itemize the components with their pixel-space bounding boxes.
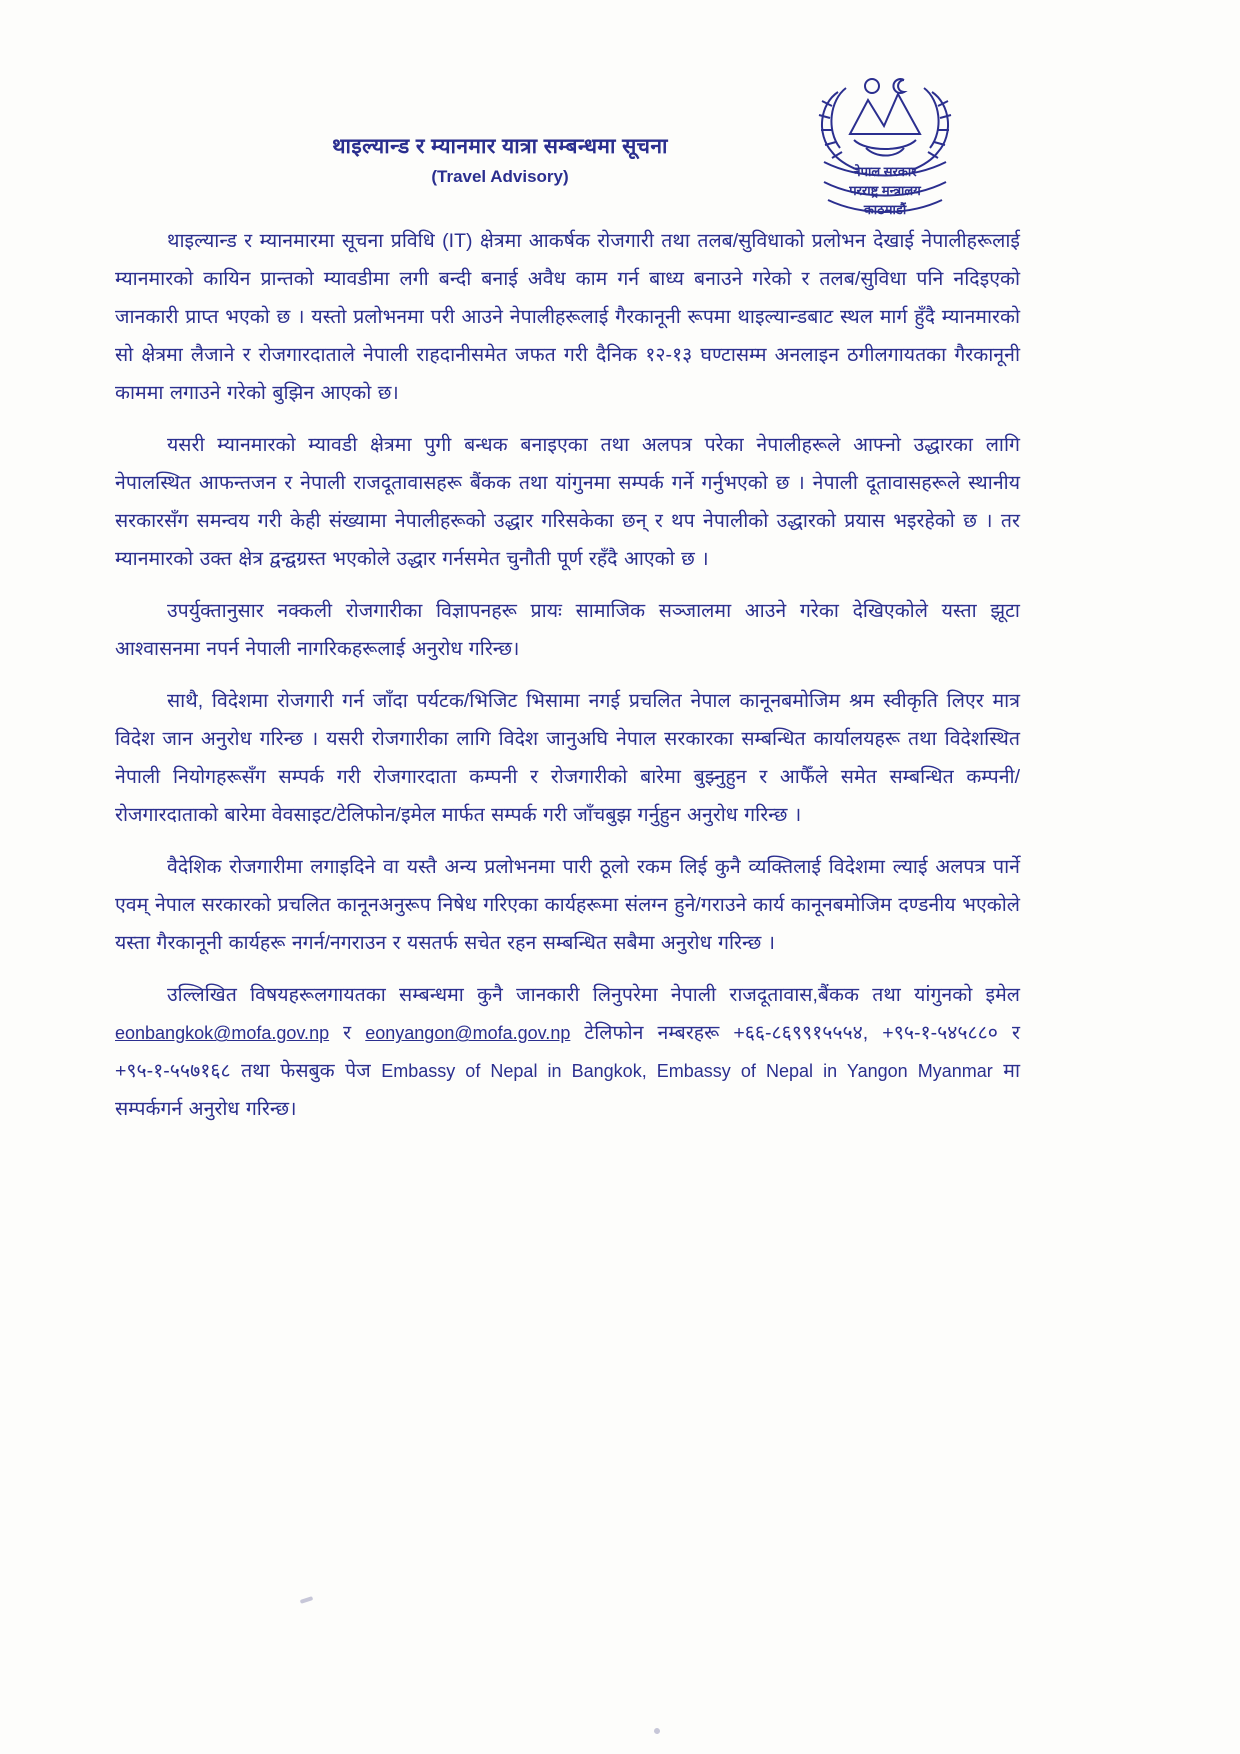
facebook-pages: Embassy of Nepal in Bangkok, Embassy of Nepal in Yangon Myanmar: [381, 1061, 993, 1082]
email-link-yangon[interactable]: eonyangon@mofa.gov.np: [365, 1023, 571, 1044]
paragraph-1: थाइल्यान्ड र म्यानमारमा सूचना प्रविधि (IT) क्षेत्रमा आकर्षक रोजगारी तथा तलब/सुविधाको प्रलोभन देखाई नेपालीहरूलाई म्यानमारको कायिन प्रान्तको म्यावडीमा लगी बन्दी बनाई अवैध काम गर्न बाध्य बनाउने गरेको र तलब/सुविधा पनि नदिइएको जानकारी प्राप्त भएको छ । यस्तो प्रलोभनमा परी आउने नेपालीहरूलाई गैरकानूनी रूपमा थाइल्यान्डबाट स्थल मार्ग हुँदै म्यानमारको सो क्षेत्रमा लैजाने र रोजगारदाताले नेपाली राहदानीसमेत जफत गरी दैनिक १२-१३ घण्टासम्म अनलाइन ठगीलगायतका गैरकानूनी काममा लगाउने गरेको बुझिन आएको छ।: [115, 230, 1020, 405]
scan-speck-2: [653, 1727, 661, 1735]
contact-middle: टेलिफोन नम्बरहरू +६६-८६९९१५५५४, +९५-१-५४५८८० र +९५-१-५५७१६८ तथा फेसबुक पेज: [115, 1022, 1021, 1083]
nepal-government-emblem: [780, 34, 990, 219]
document-body: [115, 222, 1020, 1142]
contact-conjunction: र: [329, 1022, 366, 1045]
paragraph-5: वैदेशिक रोजगारीमा लगाइदिने वा यस्तै अन्य प्रलोभनमा पारी ठूलो रकम लिई कुनै व्यक्तिलाई विदेशमा ल्याई अलपत्र पार्ने एवम् नेपाल सरकारको प्रचलित कानूनअनुरूप निषेध गरिएका कार्यहरूमा संलग्न हुने/गराउने कार्य कानूनबमोजिम दण्डनीय भएकोले यस्ता गैरकानूनी कार्यहरू नगर्न/नगराउन र यसतर्फ सचेत रहन सम्बन्धित सबैमा अनुरोध गरिन्छ ।: [115, 856, 1020, 955]
document-header: [120, 132, 880, 187]
page-title: थाइल्यान्ड र म्यानमार यात्रा सम्बन्धमा सूचना: [332, 135, 668, 158]
paragraph-2: यसरी म्यानमारको म्यावडी क्षेत्रमा पुगी बन्धक बनाइएका तथा अलपत्र परेका नेपालीहरूले आफ्नो उद्धारका लागि नेपालस्थित आफन्तजन र नेपाली राजदूतावासहरू बैंकक तथा यांगुनमा सम्पर्क गर्ने गर्नुभएको छ । नेपाली दूतावासहरूले स्थानीय सरकारसँग समन्वय गरी केही संख्यामा नेपालीहरूको उद्धार गरिसकेका छन् र थप नेपालीको उद्धारको प्रयास भइरहेको छ । तर म्यानमारको उक्त क्षेत्र द्वन्द्वग्रस्त भएकोले उद्धार गर्नसमेत चुनौती पूर्ण रहँदै आएको छ ।: [115, 434, 1020, 571]
email-link-bangkok[interactable]: eonbangkok@mofa.gov.np: [115, 1023, 330, 1044]
page-subtitle: (Travel Advisory): [431, 167, 569, 187]
contact-suffix: मा सम्पर्कगर्न अनुरोध गरिन्छ।: [115, 1060, 1020, 1121]
contact-prefix: उल्लिखित विषयहरूलगायतका सम्बन्धमा कुनै जानकारी लिनुपरेमा नेपाली राजदूतावास,बैंकक तथा यांगुनको इमेल: [167, 984, 1020, 1007]
emblem-line1: नेपाल सरकार: [853, 164, 917, 179]
contact-paragraph: [115, 976, 1020, 1128]
scan-speck: [300, 1596, 314, 1604]
emblem-line2: परराष्ट्र मन्त्रालय: [849, 183, 921, 198]
emblem-line3: काठमाडौं: [863, 202, 907, 217]
paragraph-4: साथै, विदेशमा रोजगारी गर्न जाँदा पर्यटक/भिजिट भिसामा नगई प्रचलित नेपाल कानूनबमोजिम श्रम स्वीकृति लिएर मात्र विदेश जान अनुरोध गरिन्छ । यसरी रोजगारीका लागि विदेश जानुअघि नेपाल सरकारका सम्बन्धित कार्यालयहरू तथा विदेशस्थित नेपाली नियोगहरूसँग सम्पर्क गरी रोजगारदाता कम्पनी र रोजगारीको बारेमा बुझ्नुहुन र आफैँले समेत सम्बन्धित कम्पनी/रोजगारदाताको बारेमा वेवसाइट/टेलिफोन/इमेल मार्फत सम्पर्क गरी जाँचबुझ गर्नुहुन अनुरोध गरिन्छ ।: [115, 690, 1020, 827]
paragraph-3: उपर्युक्तानुसार नक्कली रोजगारीका विज्ञापनहरू प्रायः सामाजिक सञ्जालमा आउने गरेका देखिएकोले यस्ता झूटा आश्वासनमा नपर्न नेपाली नागरिकहरूलाई अनुरोध गरिन्छ।: [115, 600, 1020, 661]
